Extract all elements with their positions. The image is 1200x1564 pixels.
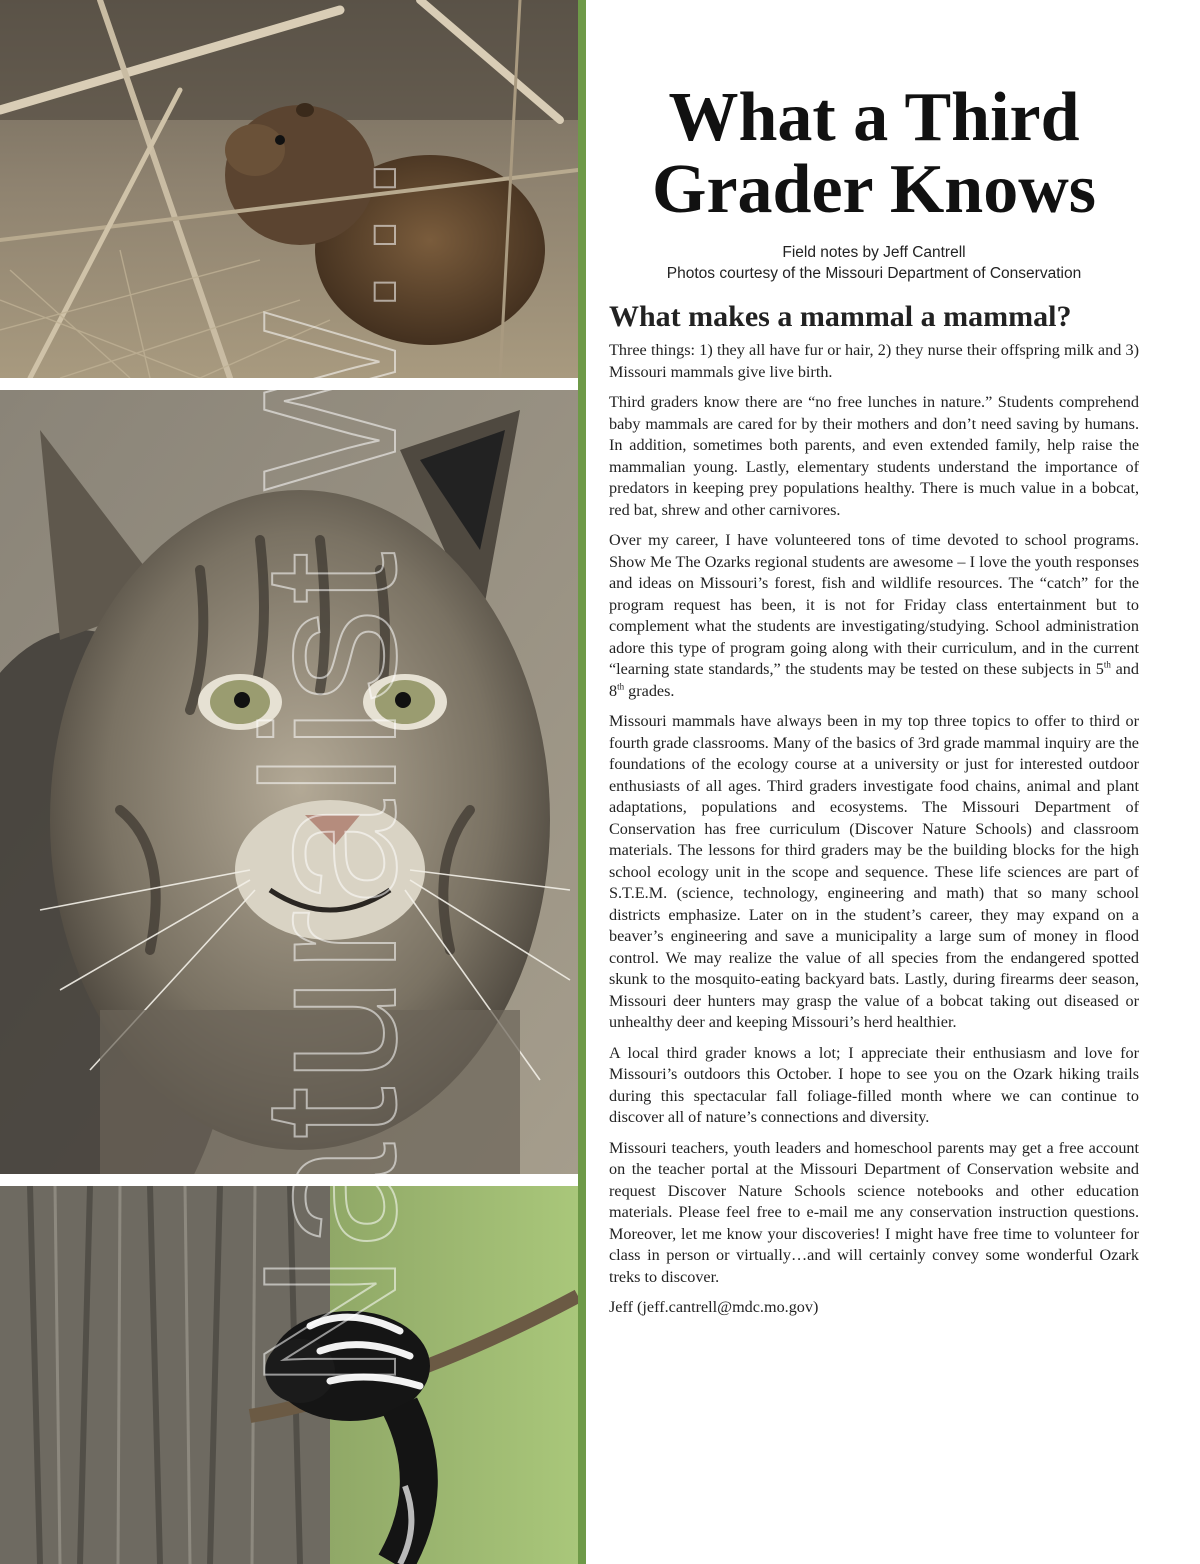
- spotted-skunk-photo: [0, 1186, 578, 1564]
- article-title: [609, 79, 1139, 228]
- article: [609, 79, 1139, 1319]
- ordinal-suffix: th: [617, 681, 625, 692]
- signature: Jeff (jeff.cantrell@mdc.mo.gov): [609, 1298, 819, 1316]
- paragraph-6: Missouri teachers, youth leaders and homeschool parents may get a free account on the teacher portal at the Missouri Department of Conservation website and request Discover Nature Schools science notebooks and other education materials. Please feel free to e-mail me any conservation instruction questions. Moreover, let me know your discoveries! I might have free time to volunteer for class in person or virtually…and will certainly convey some wonderful Ozark treks to discover.: [609, 1138, 1139, 1286]
- paragraph-2: Third graders know there are “no free lunches in nature.” Students comprehend baby mammals are cared for by their mothers and don’t need saving by humans. In addition, sometimes both parents, and even extended family, help raise the mammalian young. Lastly, elementary students understand the importance of predators in keeping prey populations healthy. There is much value in a bobcat, red bat, shrew and other carnivores.: [609, 393, 1139, 519]
- photo-divider: [0, 1174, 578, 1186]
- paragraph-5: A local third grader knows a lot; I appreciate their enthusiasm and love for Missouri’s outdoors this October. I hope to see you on the Ozark hiking trails during this spectacular fall foliage-filled month where we can continue to discover all of nature’s connections and diversity.: [609, 1043, 1139, 1126]
- title-line-1: What a Third: [668, 79, 1080, 156]
- paragraph-1: Three things: 1) they all have fur or hair, 2) they nurse their offspring milk and 3) Missouri mammals give live birth.: [609, 341, 1139, 381]
- paragraph-3-text: Over my career, I have volunteered tons of time devoted to school programs. Show Me The Ozarks regional students are awesome – I love the youth responses and ideas on Missouri’s forest, fish and wildlife resources. The “catch” for the program request has been, it is not for Friday class entertainment but to complement what the students are investigating/studying. School administration adore this type of program going along with their curriculum, and in the current “learning state standards,” the students may be tested on these subjects in 5: [609, 531, 1139, 678]
- credits: [609, 242, 1139, 284]
- photo-credit: Photos courtesy of the Missouri Department of Conservation: [666, 265, 1082, 282]
- green-divider-rule: [578, 0, 586, 1564]
- photo-column: [0, 0, 586, 1564]
- ordinal-suffix: th: [1103, 659, 1111, 670]
- title-line-2: Grader Knows: [652, 151, 1096, 228]
- beaver-photo: [0, 0, 578, 378]
- section-heading: What makes a mammal a mammal?: [609, 300, 1072, 333]
- paragraph-3-text: grades.: [624, 681, 675, 700]
- photo-divider: [0, 378, 578, 390]
- paragraph-3: [609, 530, 1139, 702]
- paragraph-3-text: and 8: [609, 660, 1139, 700]
- byline: Field notes by Jeff Cantrell: [782, 244, 966, 261]
- paragraph-4: Missouri mammals have always been in my top three topics to offer to third or fourth grade classrooms. Many of the basics of 3rd grade mammal inquiry are the foundations of the ecology course at a university or just for interested outdoor enthusiasts of all ages. Third graders investigate food chains, animal and plant adaptations, populations and ecosystems. The Missouri Department of Conservation has free curriculum (Discover Nature Schools) and classroom materials. The lessons for third graders may be the building blocks for the high school ecology unit in the scope and sequence. These life sciences are part of S.T.E.M. (science, technology, engineering and math) that so many school districts emphasize. Later on in the student’s career, they may expand on a beaver’s engineering and save a municipality a large sum of money in flood control. We may realize the value of all species from the endangered spotted skunk to the mosquito-eating backyard bats. Lastly, during firearms deer season, Missouri deer hunters may grasp the value of a bobcat taking out diseased or unhealthy deer and keeping Missouri’s herd healthier.: [609, 712, 1139, 1031]
- bobcat-photo: [0, 390, 578, 1174]
